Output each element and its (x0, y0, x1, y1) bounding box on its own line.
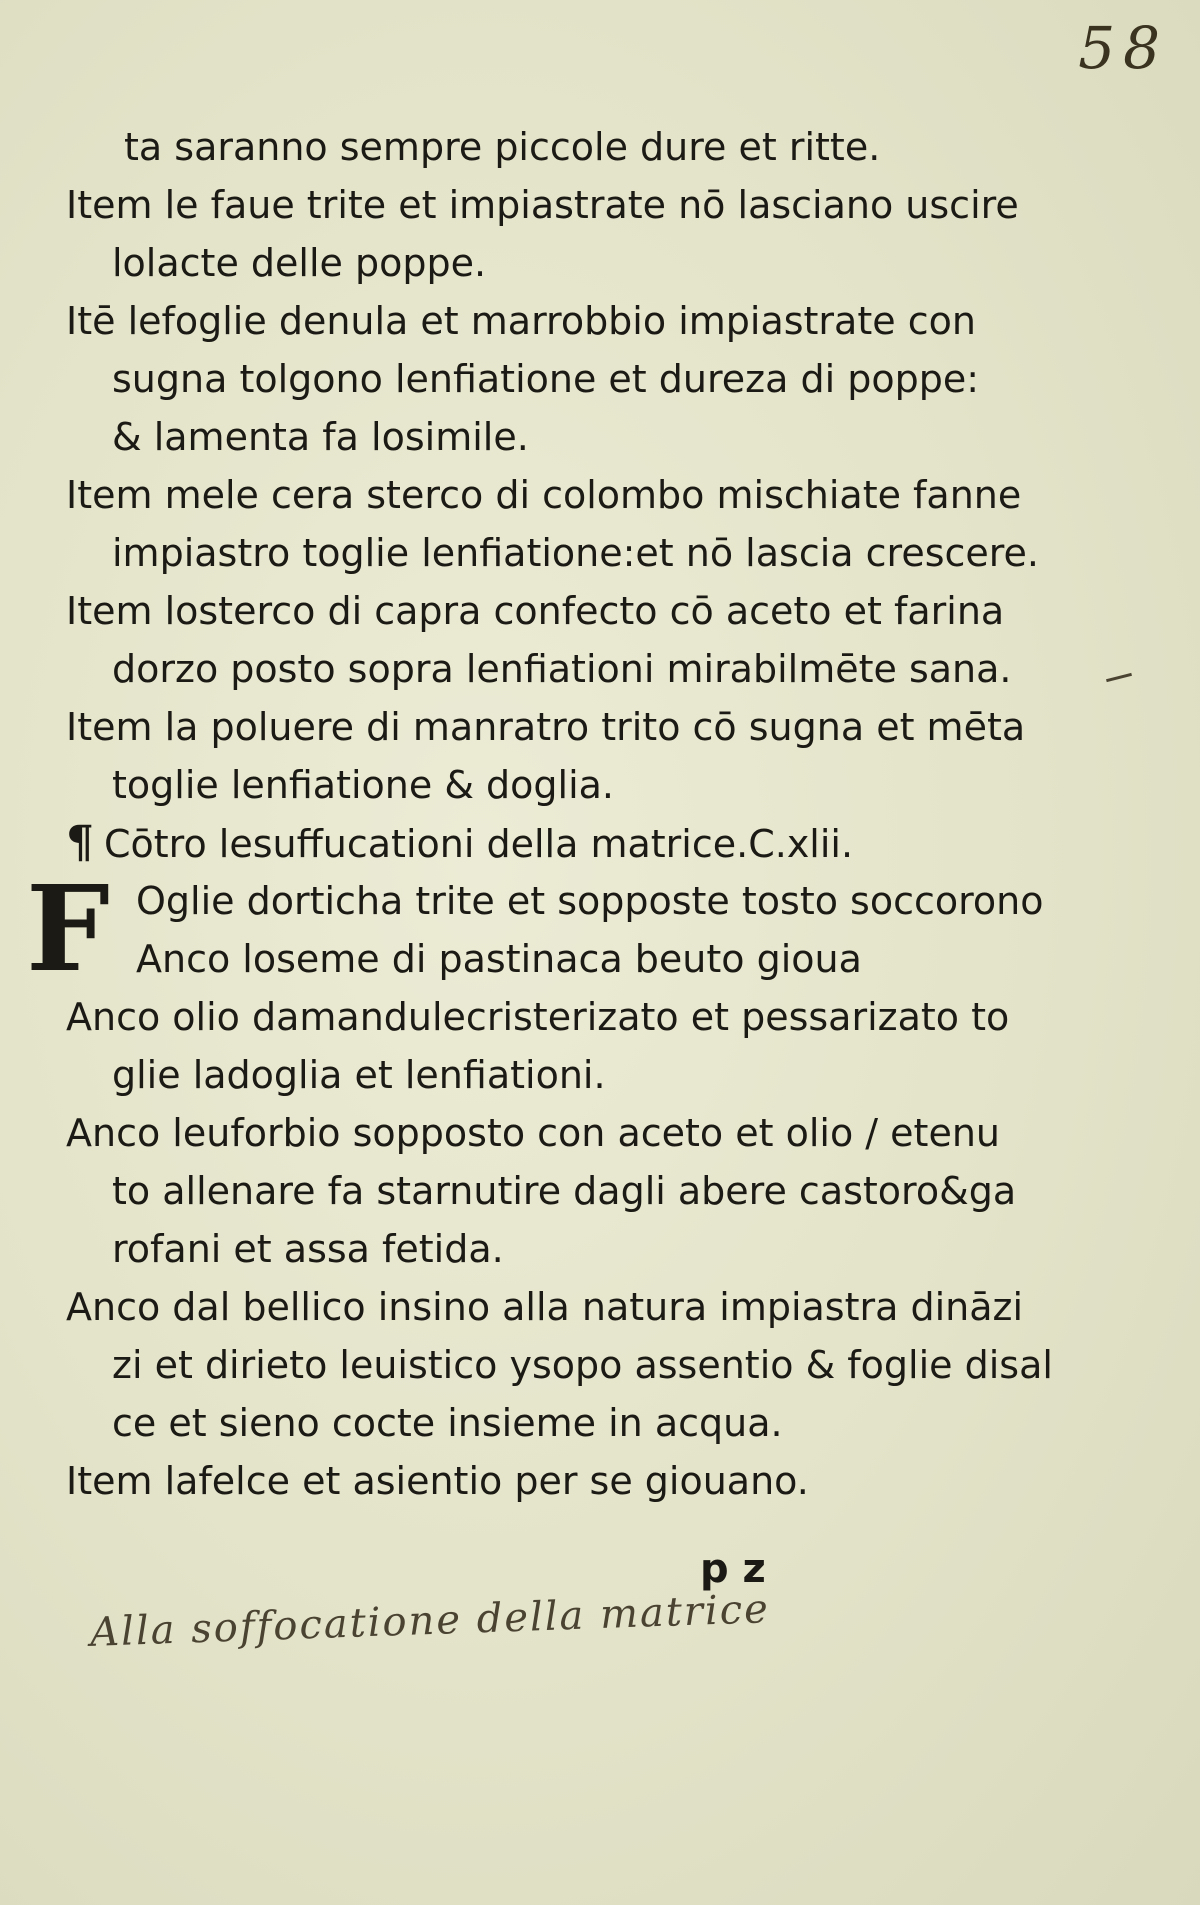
chapter-heading-text: Cōtro lesuffucationi della matrice.C.xlii. (104, 822, 854, 866)
margin-tick-mark (1106, 673, 1132, 682)
text-line: dorzo posto sopra lenfiationi mirabilmēte sana. (112, 647, 1012, 691)
text-line: Item le faue trite et impiastrate nō lasciano uscire (66, 183, 1019, 227)
text-line: Item lafelce et asientio per se giouano. (66, 1459, 809, 1503)
signature-mark: p z (700, 1546, 766, 1592)
text-line: glie ladoglia et lenfiationi. (112, 1053, 606, 1097)
text-line: Anco leuforbio soppostо con aceto et olio / etenu (66, 1111, 1000, 1155)
text-line: Anco dal bellico insino alla natura impiastra dināzi (66, 1285, 1024, 1329)
text-line: Item losterco di capra confecto cō aceto et farina (66, 589, 1005, 633)
text-line: Anco olio damandulecristerizato et pessarizato to (66, 995, 1010, 1039)
text-line: impiastro toglie lenfiatione:et nō lascia crescere. (112, 531, 1040, 575)
dropcap-initial: F (26, 859, 110, 998)
text-line: sugna tolgono lenfiatione et dureza di poppe: (112, 357, 980, 401)
folio-number: 58 (1078, 14, 1168, 82)
handwritten-annotation: Alla soffocatione della matrice (89, 1586, 771, 1656)
text-line: zi et dirieto leuistico ysopo assentio & foglie disal (112, 1343, 1053, 1387)
dropcap-paragraph (26, 859, 1046, 998)
text-line: toglie lenfiatione & doglia. (112, 763, 615, 807)
text-line: rofani et assa fetida. (112, 1227, 504, 1271)
text-line: to allenare fa starnutire dagli abere castoro&ga (112, 1169, 1017, 1213)
text-line: ce et sieno cocte insieme in acqua. (112, 1401, 783, 1445)
text-line: Oglie dorticha trite et sopposte tosto soccorono (136, 879, 1044, 923)
text-line: lolacte delle poppe. (112, 241, 487, 285)
printed-text-block (26, 118, 1053, 1510)
text-line: ta saranno sempre piccole dure et ritte. (124, 125, 881, 169)
paragraph-mark-icon: ¶ (66, 817, 94, 868)
text-line: Anco loseme di pastinaca beuto gioua (136, 937, 862, 981)
text-line: Item la poluere di manratro trito cō sugna et mēta (66, 705, 1026, 749)
text-line: Item mele cera sterco di colombo mischiate fanne (66, 473, 1022, 517)
text-line: Itē lefoglie denula et marrobbio impiastrate con (66, 299, 976, 343)
chapter-heading (66, 814, 1046, 872)
text-line: & lamenta fa losimile. (112, 415, 529, 459)
